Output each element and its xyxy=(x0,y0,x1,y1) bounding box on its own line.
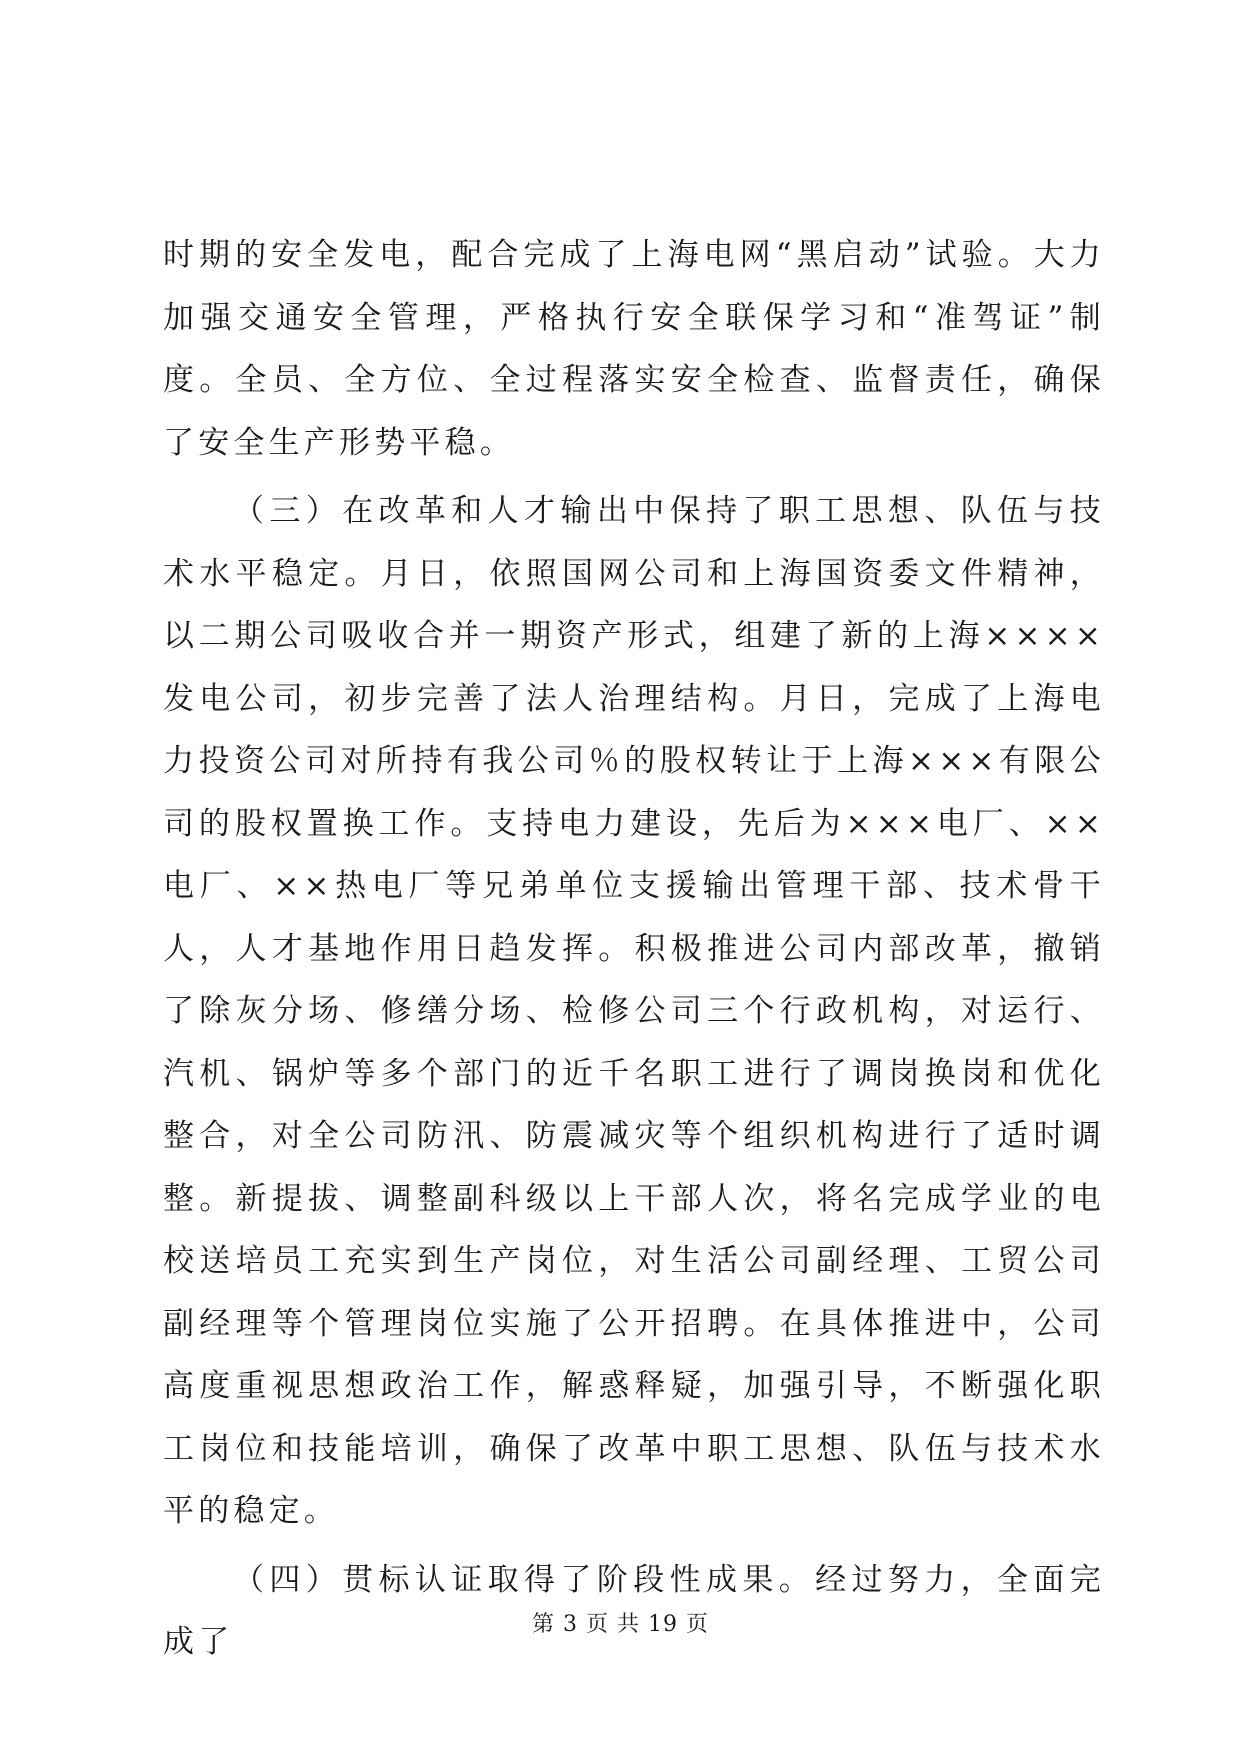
paragraph-section-four: （四）贯标认证取得了阶段性成果。经过努力，全面完成了 xyxy=(163,1561,1105,1660)
paragraph-section-three: （三）在改革和人才输出中保持了职工思想、队伍与技术水平稳定。月日，依照国网公司和上海国资委文件精神，以二期公司吸收合并一期资产形式，组建了新的上海××××发电公司，初步完善了法人治理结构。月日，完成了上海电力投资公司对所持有我公司％的股权转让于上海×××有限公司的股权置换工作。支持电力建设，先后为×××电厂、××电厂、××热电厂等兄弟单位支援输出管理干部、技术骨干人，人才基地作用日趋发挥。积极推进公司内部改革，撤销了除灰分场、修缮分场、检修公司三个行政机构，对运行、汽机、锅炉等多个部门的近千名职工进行了调岗换岗和优化整合，对全公司防汛、防震减灾等个组织机构进行了适时调整。新提拔、调整副科级以上干部人次，将名完成学业的电校送培员工充实到生产岗位，对生活公司副经理、工贸公司副经理等个管理岗位实施了公开招聘。在具体推进中，公司高度重视思想政治工作，解惑释疑，加强引导，不断强化职工岗位和技能培训，确保了改革中职工思想、队伍与技术水平的稳定。 xyxy=(163,493,1105,1529)
document-body xyxy=(163,224,1105,1680)
paragraph-continuation: 时期的安全发电，配合完成了上海电网“黑启动”试验。大力加强交通安全管理，严格执行安全联保学习和“准驾证”制度。全员、全方位、全过程落实安全检查、监督责任，确保了安全生产形势平稳。 xyxy=(163,237,1105,461)
page-number-footer: 第 3 页 共 19 页 xyxy=(532,1612,709,1637)
